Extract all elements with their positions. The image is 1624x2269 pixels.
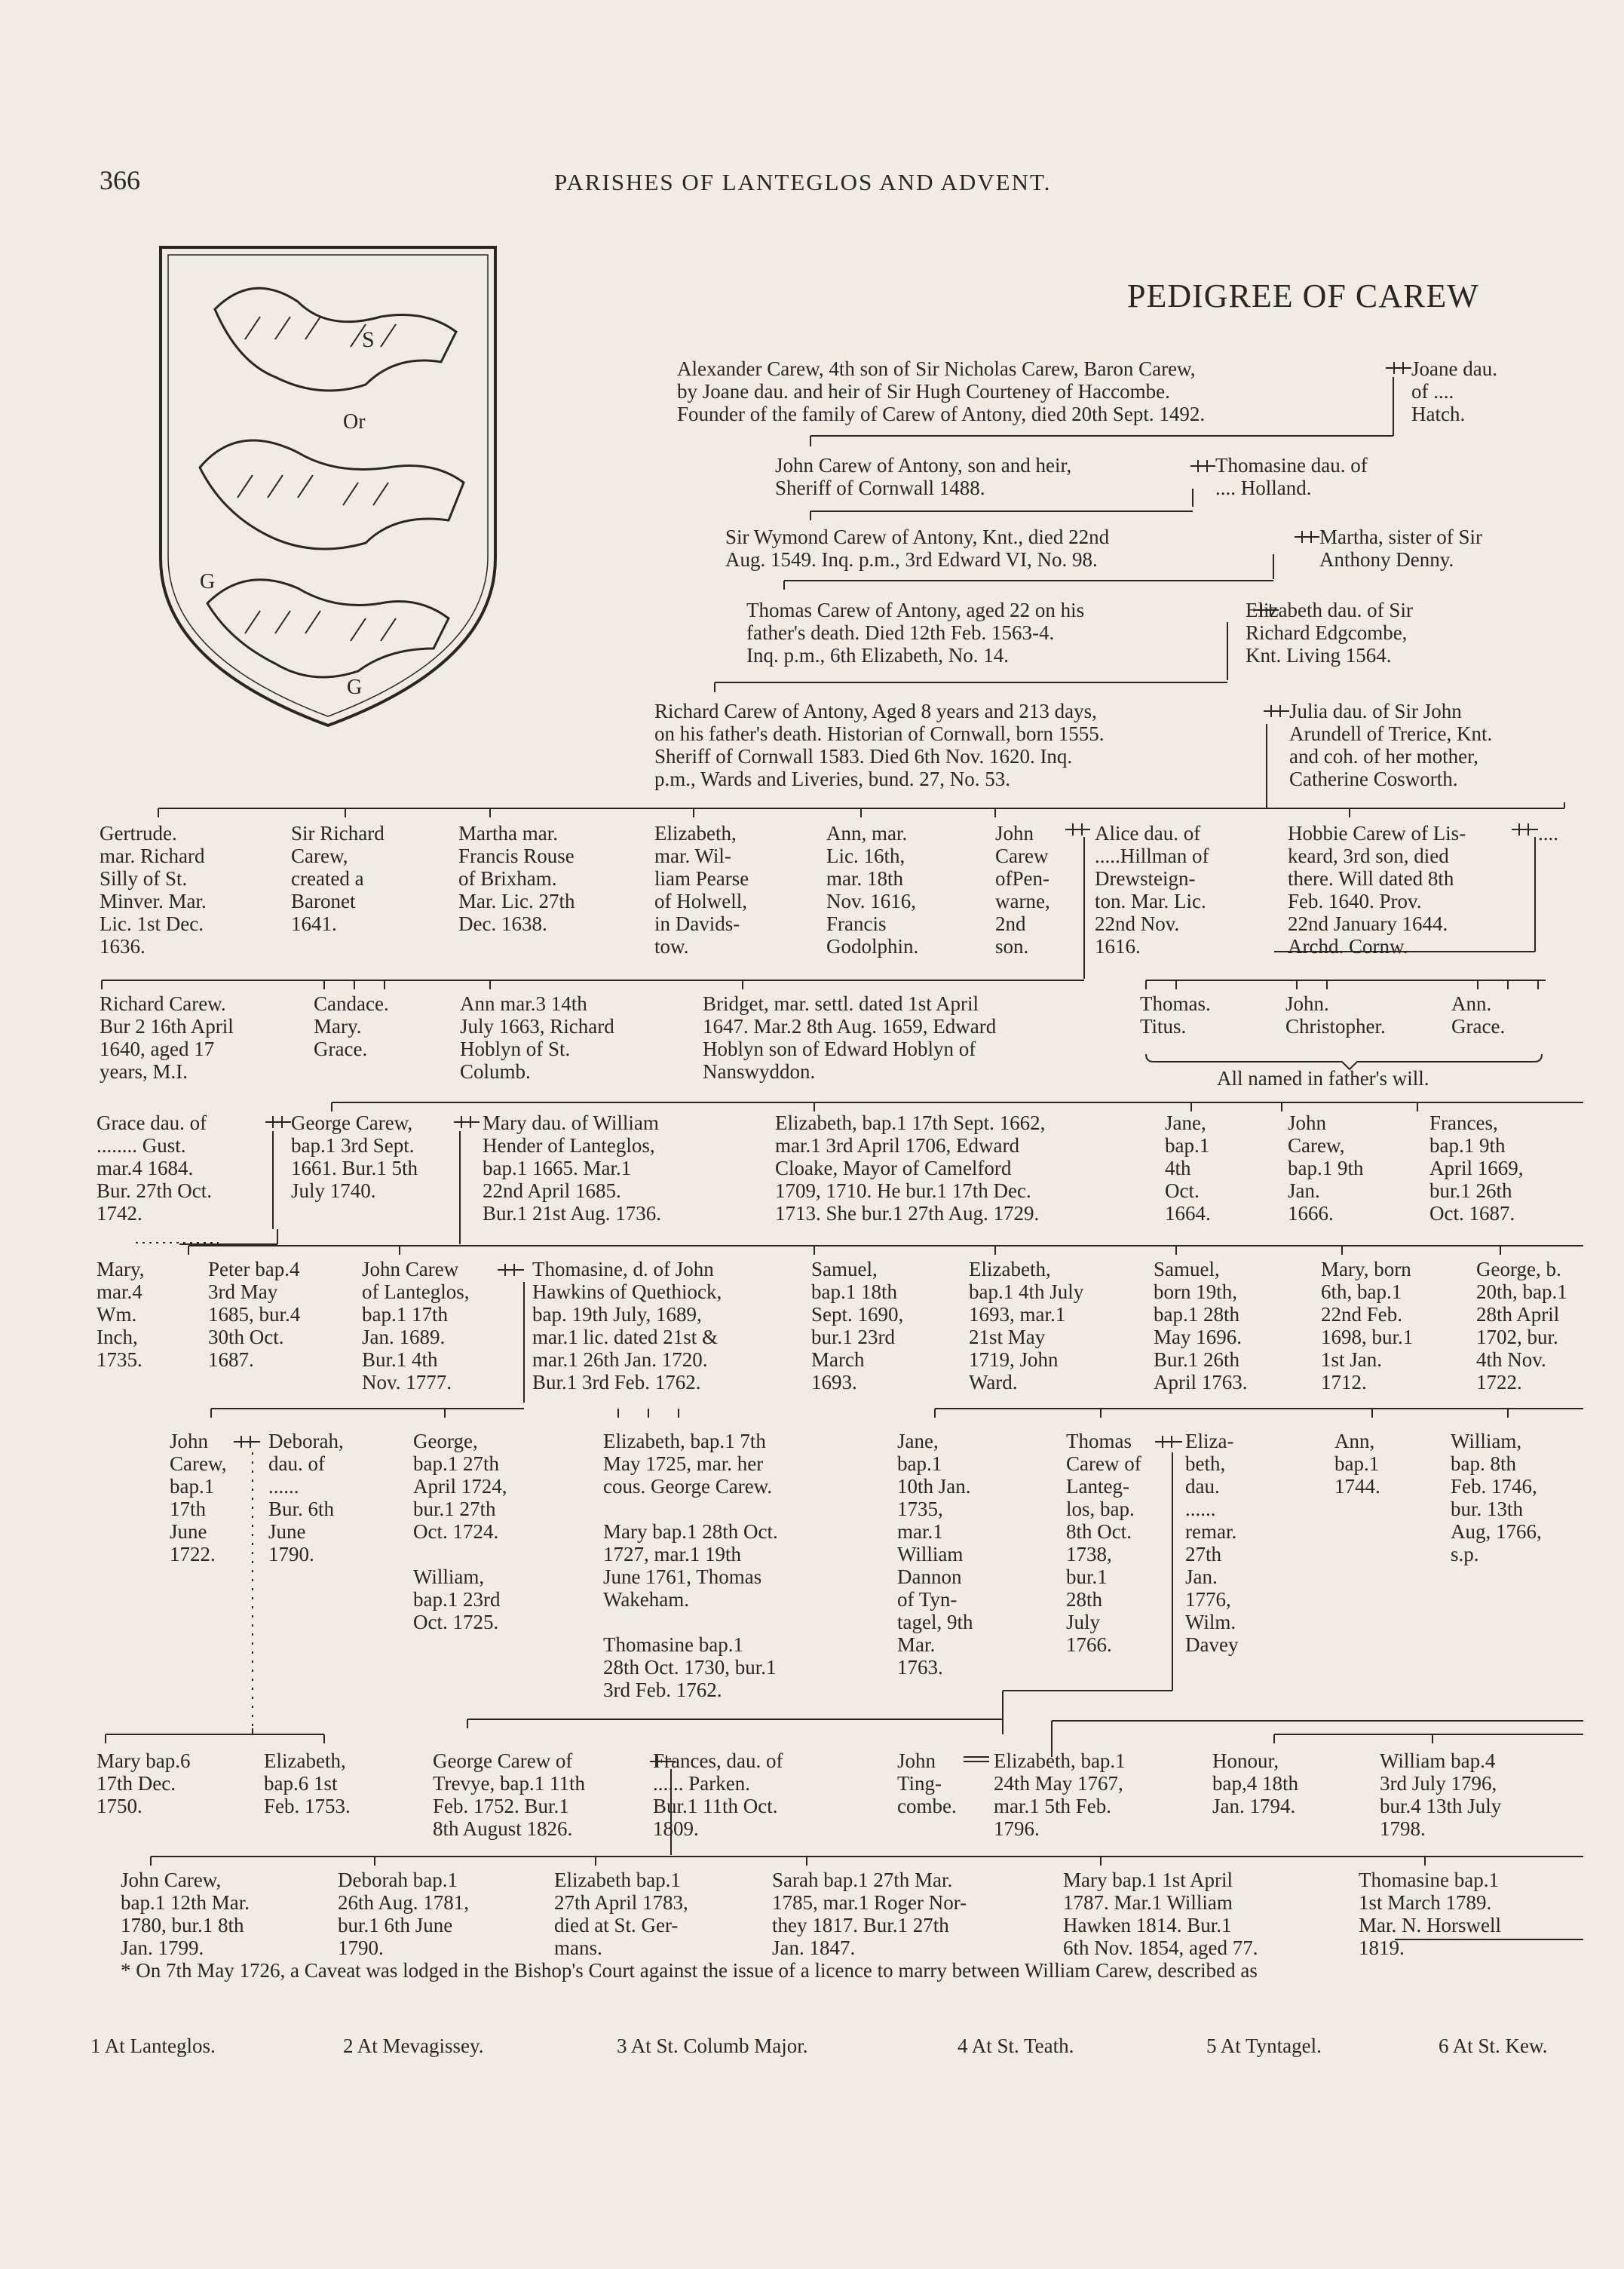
george-carew-trevye: George Carew of Trevye, bap.1 11th Feb. 1752. Bur.1 8th August 1826. [433,1749,585,1840]
footnote-1: 1 At Lanteglos. [90,2034,216,2057]
julia-arundell: Julia dau. of Sir John Arundell of Trerice, Knt. and coh. of her mother, Catherine Cosworth. [1289,700,1493,790]
samuel-1690: Samuel, bap.1 18th Sept. 1690, bur.1 23rd March 1693. [811,1258,904,1394]
ann-grace: Ann. Grace. [1451,992,1506,1038]
running-title: PARISHES OF LANTEGLOS AND ADVENT. [554,169,1052,195]
elizabeth-1783: Elizabeth bap.1 27th April 1783, died at St. Ger- mans. [554,1869,688,1959]
ann-hoblyn: Ann mar.3 14th July 1663, Richard Hoblyn of St. Columb. [460,992,614,1083]
tincture-g-left: G [200,570,216,593]
alice-hillman: Alice dau. of .....Hillman of Drewsteign- ton. Mar. Lic. 22nd Nov. 1616. [1095,822,1209,958]
honour-1794: Honour, bap,4 18th Jan. 1794. [1212,1749,1298,1817]
william-1746: William, bap. 8th Feb. 1746, bur. 13th Aug, 1766, s.p. [1451,1430,1542,1565]
mary-1750: Mary bap.6 17th Dec. 1750. [97,1749,191,1817]
john-carew-1666: John Carew, bap.1 9th Jan. 1666. [1288,1112,1364,1225]
jane-1664: Jane, bap.1 4th Oct. 1664. [1165,1112,1211,1225]
jane-dannon: Jane, bap.1 10th Jan. 1735, mar.1 William Dannon of Tyn- tagel, 9th Mar. 1763. [897,1430,973,1679]
caveat-footnote: * On 7th May 1726, a Caveat was lodged in the Bishop's Court against the issue of a licence to marry between William Carew, described as [121,1959,1258,1982]
page-number: 366 [100,165,140,195]
elizabeth-ward: Elizabeth, bap.1 4th July 1693, mar.1 21st May 1719, John Ward. [969,1258,1084,1394]
hobbie-carew: Hobbie Carew of Lis- keard, 3rd son, died there. Will dated 8th Feb. 1640. Prov. 22nd January 1644. Archd. Cornw. [1288,822,1466,958]
sir-richard-carew-baronet: Sir Richard Carew, created a Baronet 1641. [291,822,385,935]
john-carew-1722: John Carew, bap.1 17th June 1722. [170,1430,227,1565]
tincture-or: Or [343,410,366,434]
martha-denny: Martha, sister of Sir Anthony Denny. [1319,526,1482,571]
elizabeth-cloake: Elizabeth, bap.1 17th Sept. 1662, mar.1 3rd April 1706, Edward Cloake, Mayor of Camelford 1709, 1710. He bur.1 17th Dec. 1713. She bur.1 27th Aug. 1729. [775,1112,1046,1225]
thomasine-horswell: Thomasine bap.1 1st March 1789. Mar. N. Horswell 1819. [1359,1869,1501,1959]
elizabeth-davey: Eliza- beth, dau. ...... remar. 27th Jan. 1776, Wilm. Davey [1185,1430,1239,1656]
richard-carew-historian: Richard Carew of Antony, Aged 8 years and 213 days, on his father's death. Historian of Cornwall, born 1555. Sheriff of Cornwall 1583. Died 6th Nov. 1620. Inq. p.m., Wards and Liveries, bund. 27, No. 53. [654,700,1105,790]
footnote-4: 4 At St. Teath. [958,2034,1074,2057]
mary-hawken: Mary bap.1 1st April 1787. Mar.1 William Hawken 1814. Bur.1 6th Nov. 1854, aged 77. [1063,1869,1258,1959]
elizabeth-1767: Elizabeth, bap.1 24th May 1767, mar.1 5th Feb. 1796. [994,1749,1126,1840]
grace-gust: Grace dau. of ........ Gust. mar.4 1684. Bur. 27th Oct. 1742. [97,1112,212,1225]
mary-hender: Mary dau. of William Hender of Lanteglos, bap.1 1665. Mar.1 22nd April 1685. Bur.1 21st Aug. 1736. [483,1112,662,1225]
footnote-6: 6 At St. Kew. [1439,2034,1548,2057]
frances-parken: Frances, dau. of ...... Parken. Bur.1 11th Oct. 1809. [653,1749,783,1840]
thomas-carew-1563: Thomas Carew of Antony, aged 22 on his father's death. Died 12th Feb. 1563-4. Inq. p.m., 6th Elizabeth, No. 14. [746,599,1085,667]
george-1702: George, b. 20th, bap.1 28th April 1702, bur. 4th Nov. 1722. [1476,1258,1567,1394]
tincture-g-bottom: G [347,676,363,699]
george-carew-1661: George Carew, bap.1 3rd Sept. 1661. Bur.1 5th July 1740. [291,1112,418,1202]
ann-godolphin: Ann, mar. Lic. 16th, mar. 18th Nov. 1616, Francis Godolphin. [826,822,919,958]
alexander-carew: Alexander Carew, 4th son of Sir Nicholas Carew, Baron Carew, by Joane dau. and heir of Sir Hugh Courteney of Haccombe. Founder of the family of Carew of Antony, died 20th Sept. 1492. [677,357,1206,425]
john-carew-lanteglos: John Carew of Lanteglos, bap.1 17th Jan. 1689. Bur.1 4th Nov. 1777. [362,1258,470,1394]
john-tingcombe: John Ting- combe. [897,1749,957,1817]
elizabeth-mary-thomasine: Elizabeth, bap.1 7th May 1725, mar. her cous. George Carew. Mary bap.1 28th Oct. 1727, mar.1 19th June 1761, Thomas Wakeham. Thomasine bap.1 28th Oct. 1730, bur.1 3rd Feb. 1762. [603,1430,778,1701]
george-william-1724: George, bap.1 27th April 1724, bur.1 27th Oct. 1724. William, bap.1 23rd Oct. 1725. [413,1430,507,1633]
deborah-1781: Deborah bap.1 26th Aug. 1781, bur.1 6th June 1790. [338,1869,470,1959]
thomas-carew-1738: Thomas Carew of Lanteg- los, bap. 8th Oct. 1738, bur.1 28th July 1766. [1066,1430,1141,1656]
mary-inch: Mary, mar.4 Wm. Inch, 1735. [97,1258,145,1371]
frances-1669: Frances, bap.1 9th April 1669, bur.1 26th Oct. 1687. [1429,1112,1524,1225]
thomasine-holland: Thomasine dau. of .... Holland. [1215,454,1368,499]
john-carew-1780: John Carew, bap.1 12th Mar. 1780, bur.1 8th Jan. 1799. [121,1869,250,1959]
tincture-s: S [362,327,375,352]
william-1796: William bap.4 3rd July 1796, bur.4 13th July 1798. [1380,1749,1502,1840]
all-named-note: All named in father's will. [1217,1067,1429,1090]
elizabeth-pearse: Elizabeth, mar. Wil- liam Pearse of Holwell, in Davids- tow. [654,822,749,958]
gertrude: Gertrude. mar. Richard Silly of St. Minver. Mar. Lic. 1st Dec. 1636. [100,822,207,958]
mary-1698: Mary, born 6th, bap.1 22nd Feb. 1698, bur.1 1st Jan. 1712. [1321,1258,1414,1394]
elizabeth-edgcombe: Elizabeth dau. of Sir Richard Edgcombe, Knt. Living 1564. [1246,599,1413,667]
joane-hatch: Joane dau. of .... Hatch. [1411,357,1497,425]
pedigree-title: PEDIGREE OF CAREW [1127,277,1479,314]
deborah-1790: Deborah, dau. of ...... Bur. 6th June 1790. [268,1430,344,1565]
wymond-carew: Sir Wymond Carew of Antony, Knt., died 22nd Aug. 1549. Inq. p.m., 3rd Edward VI, No. 98. [725,526,1110,571]
peter-1685: Peter bap.4 3rd May 1685, bur.4 30th Oct. 1687. [208,1258,301,1371]
john-christopher: John. Christopher. [1285,992,1386,1038]
john-carew-1488: John Carew of Antony, son and heir, Sheriff of Cornwall 1488. [775,454,1072,499]
hobbie-wife: .... [1538,822,1558,845]
candace-mary-grace: Candace. Mary. Grace. [314,992,389,1060]
bridget-hoblyn: Bridget, mar. settl. dated 1st April 1647. Mar.2 8th Aug. 1659, Edward Hoblyn son of Edward Hoblyn of Nanswyddon. [703,992,997,1083]
footnote-3: 3 At St. Columb Major. [617,2034,808,2057]
martha-rouse: Martha mar. Francis Rouse of Brixham. Mar. Lic. 27th Dec. 1638. [458,822,575,935]
richard-carew-1640: Richard Carew. Bur 2 16th April 1640, aged 17 years, M.I. [100,992,234,1083]
footnote-5: 5 At Tyntagel. [1206,2034,1322,2057]
thomas-titus: Thomas. Titus. [1140,992,1211,1038]
ann-1744: Ann, bap.1 1744. [1334,1430,1380,1498]
john-carew-penwarne: John Carew ofPen- warne, 2nd son. [995,822,1050,958]
elizabeth-1753: Elizabeth, bap.6 1st Feb. 1753. [264,1749,351,1817]
footnote-2: 2 At Mevagissey. [343,2034,484,2057]
thomasine-hawkins: Thomasine, d. of John Hawkins of Quethiock, bap. 19th July, 1689, mar.1 lic. dated 21st & mar.1 26th Jan. 1720. Bur.1 3rd Feb. 1762. [532,1258,722,1394]
samuel-1696: Samuel, born 19th, bap.1 28th May 1696. Bur.1 26th April 1763. [1154,1258,1248,1394]
sarah-northey: Sarah bap.1 27th Mar. 1785, mar.1 Roger Nor- they 1817. Bur.1 27th Jan. 1847. [772,1869,967,1959]
